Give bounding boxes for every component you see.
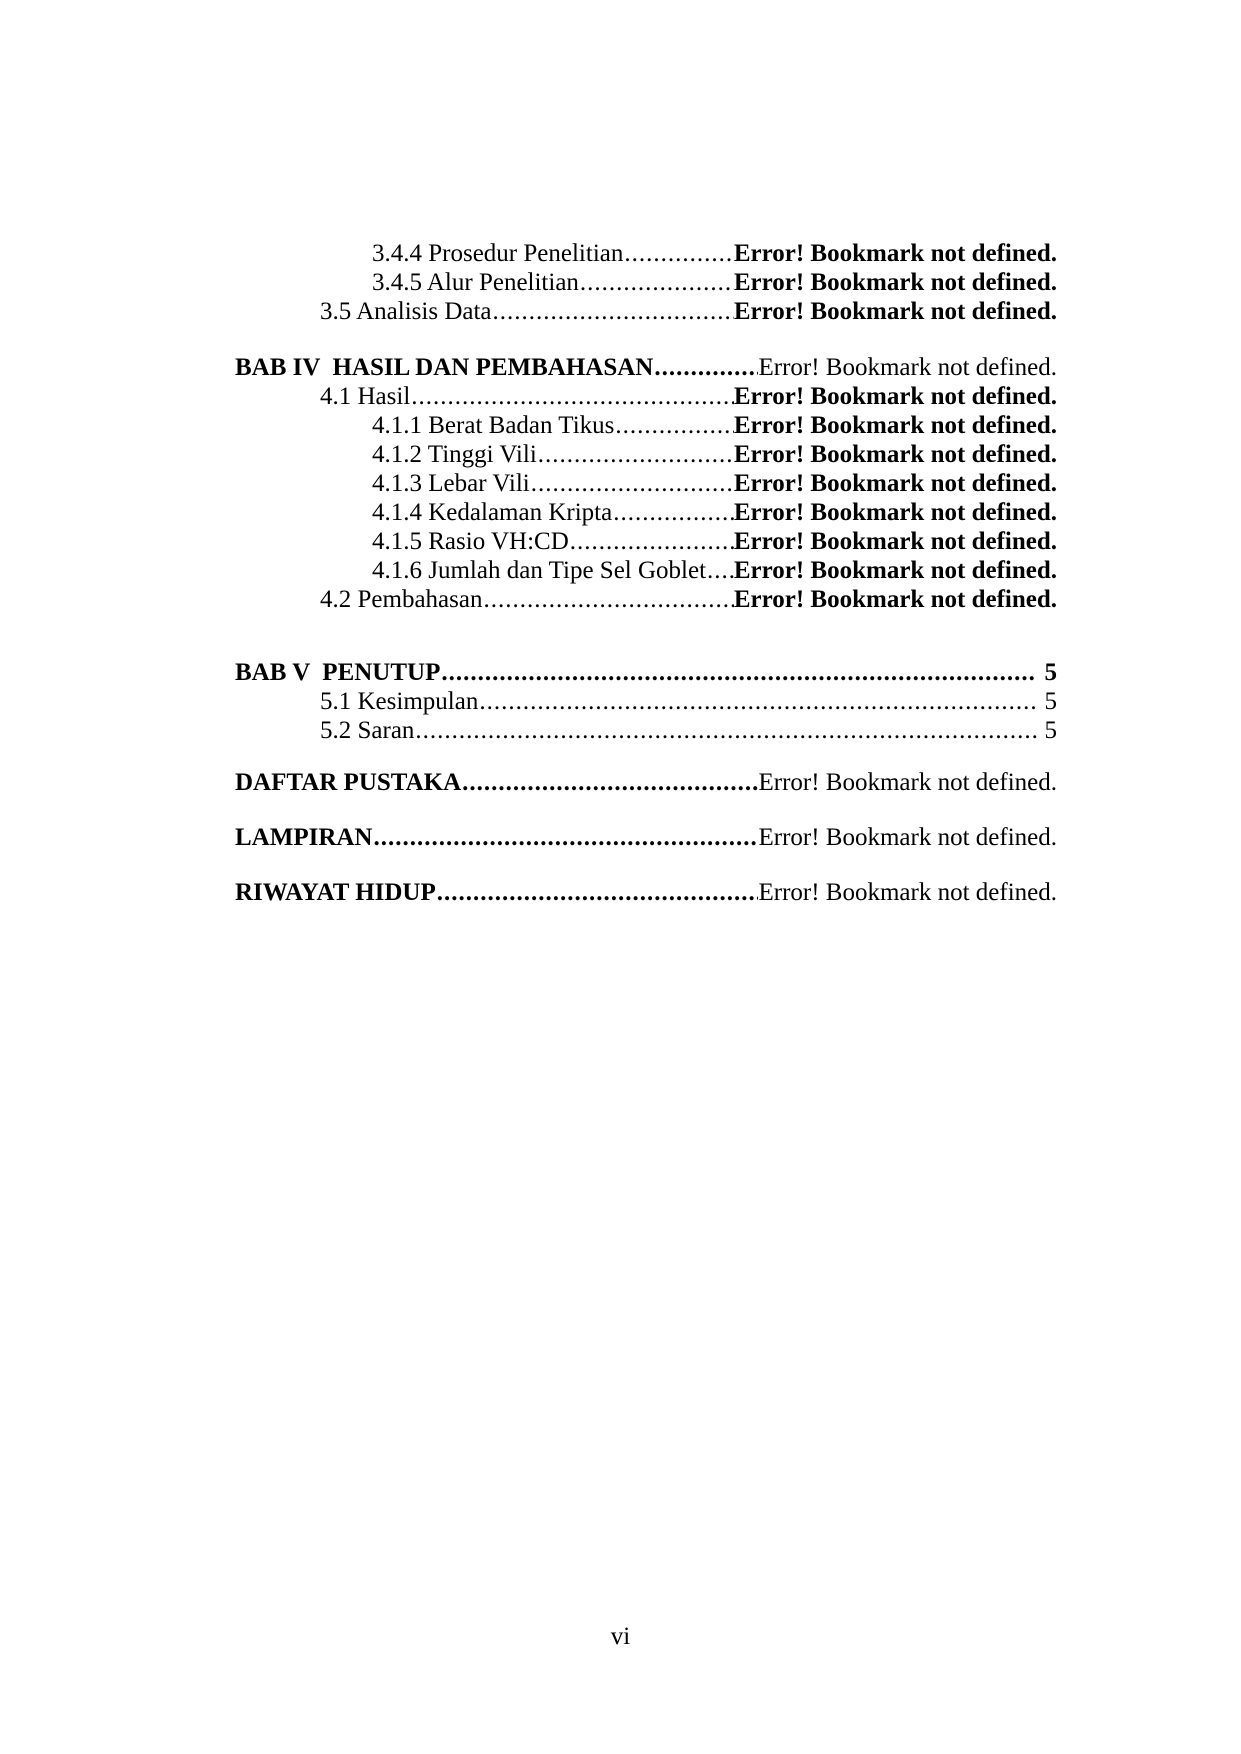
dot-leader xyxy=(612,498,734,527)
toc-entry-title: 5.2 Saran xyxy=(320,717,415,744)
toc-entry-title: BAB IV HASIL DAN PEMBAHASAN xyxy=(235,354,654,381)
toc-entry xyxy=(235,297,1057,326)
dot-leader xyxy=(614,411,733,440)
toc-entry xyxy=(235,268,1057,297)
dot-leader xyxy=(414,716,1036,745)
toc-entry-title: DAFTAR PUSTAKA xyxy=(235,769,462,796)
toc-entry xyxy=(235,585,1057,614)
toc-entry-page-ref: Error! Bookmark not defined. xyxy=(758,769,1057,796)
toc-entry-title: 3.5 Analisis Data xyxy=(320,298,492,325)
dot-leader xyxy=(653,353,758,382)
toc-entry-page-ref: Error! Bookmark not defined. xyxy=(733,412,1057,439)
toc-entry-title: BAB V PENUTUP xyxy=(235,659,441,686)
dot-leader xyxy=(482,585,733,614)
toc-entry-page-ref: Error! Bookmark not defined. xyxy=(733,298,1057,325)
toc-entry xyxy=(235,239,1057,268)
toc-entry xyxy=(235,687,1057,716)
toc-entry-page-ref: Error! Bookmark not defined. xyxy=(733,557,1057,584)
dot-leader xyxy=(373,823,759,852)
toc-entry-page-ref: Error! Bookmark not defined. xyxy=(733,499,1057,526)
page-number: vi xyxy=(610,1623,631,1650)
toc-entry xyxy=(235,556,1057,585)
table-of-contents xyxy=(235,239,1057,907)
toc-entry-page-ref: Error! Bookmark not defined. xyxy=(733,470,1057,497)
toc-entry-page-ref: Error! Bookmark not defined. xyxy=(758,824,1057,851)
toc-entry-page-ref: 5 xyxy=(1044,688,1057,715)
dot-leader xyxy=(537,440,734,469)
toc-entry-title: 4.1.1 Berat Badan Tikus xyxy=(372,412,615,439)
dot-leader xyxy=(623,239,733,268)
dot-leader xyxy=(579,268,734,297)
toc-entry-title: 4.1 Hasil xyxy=(320,383,411,410)
dot-leader xyxy=(706,556,734,585)
dot-leader xyxy=(410,382,734,411)
dot-leader xyxy=(492,297,734,326)
toc-entry-page-ref: Error! Bookmark not defined. xyxy=(733,240,1057,267)
toc-entry-title: RIWAYAT HIDUP xyxy=(235,879,436,906)
toc-entry xyxy=(235,411,1057,440)
toc-entry xyxy=(235,469,1057,498)
toc-entry-page-ref: 5 xyxy=(1044,659,1057,686)
toc-entry-title: 4.1.4 Kedalaman Kripta xyxy=(372,499,613,526)
toc-entry xyxy=(235,382,1057,411)
toc-entry-title: 5.1 Kesimpulan xyxy=(320,688,479,715)
toc-entry xyxy=(235,353,1057,382)
toc-entry xyxy=(235,878,1057,907)
dot-leader xyxy=(440,658,1036,687)
toc-entry-page-ref: Error! Bookmark not defined. xyxy=(758,879,1057,906)
toc-entry-title: 4.2 Pembahasan xyxy=(320,586,483,613)
toc-entry-page-ref: 5 xyxy=(1044,717,1057,744)
toc-entry xyxy=(235,768,1057,797)
toc-entry-title: 4.1.3 Lebar Vili xyxy=(372,470,530,497)
toc-entry-title: 3.4.5 Alur Penelitian xyxy=(372,269,579,296)
toc-entry-title: 4.1.6 Jumlah dan Tipe Sel Goblet xyxy=(372,557,707,584)
toc-entry-page-ref: Error! Bookmark not defined. xyxy=(733,269,1057,296)
toc-entry-title: 3.4.4 Prosedur Penelitian xyxy=(372,240,624,267)
toc-entry-page-ref: Error! Bookmark not defined. xyxy=(733,528,1057,555)
dot-leader xyxy=(530,469,734,498)
dot-leader xyxy=(569,527,734,556)
toc-entry xyxy=(235,716,1057,745)
toc-entry-page-ref: Error! Bookmark not defined. xyxy=(733,441,1057,468)
toc-entry-title: 4.1.5 Rasio VH:CD xyxy=(372,528,569,555)
dot-leader xyxy=(461,768,758,797)
dot-leader xyxy=(478,687,1036,716)
toc-entry-page-ref: Error! Bookmark not defined. xyxy=(733,586,1057,613)
toc-entry xyxy=(235,658,1057,687)
toc-entry-title: 4.1.2 Tinggi Vili xyxy=(372,441,537,468)
dot-leader xyxy=(436,878,759,907)
toc-entry-page-ref: Error! Bookmark not defined. xyxy=(733,383,1057,410)
toc-entry xyxy=(235,498,1057,527)
toc-entry xyxy=(235,527,1057,556)
toc-entry xyxy=(235,440,1057,469)
toc-entry xyxy=(235,823,1057,852)
toc-entry-title: LAMPIRAN xyxy=(235,824,373,851)
toc-entry-page-ref: Error! Bookmark not defined. xyxy=(758,354,1057,381)
